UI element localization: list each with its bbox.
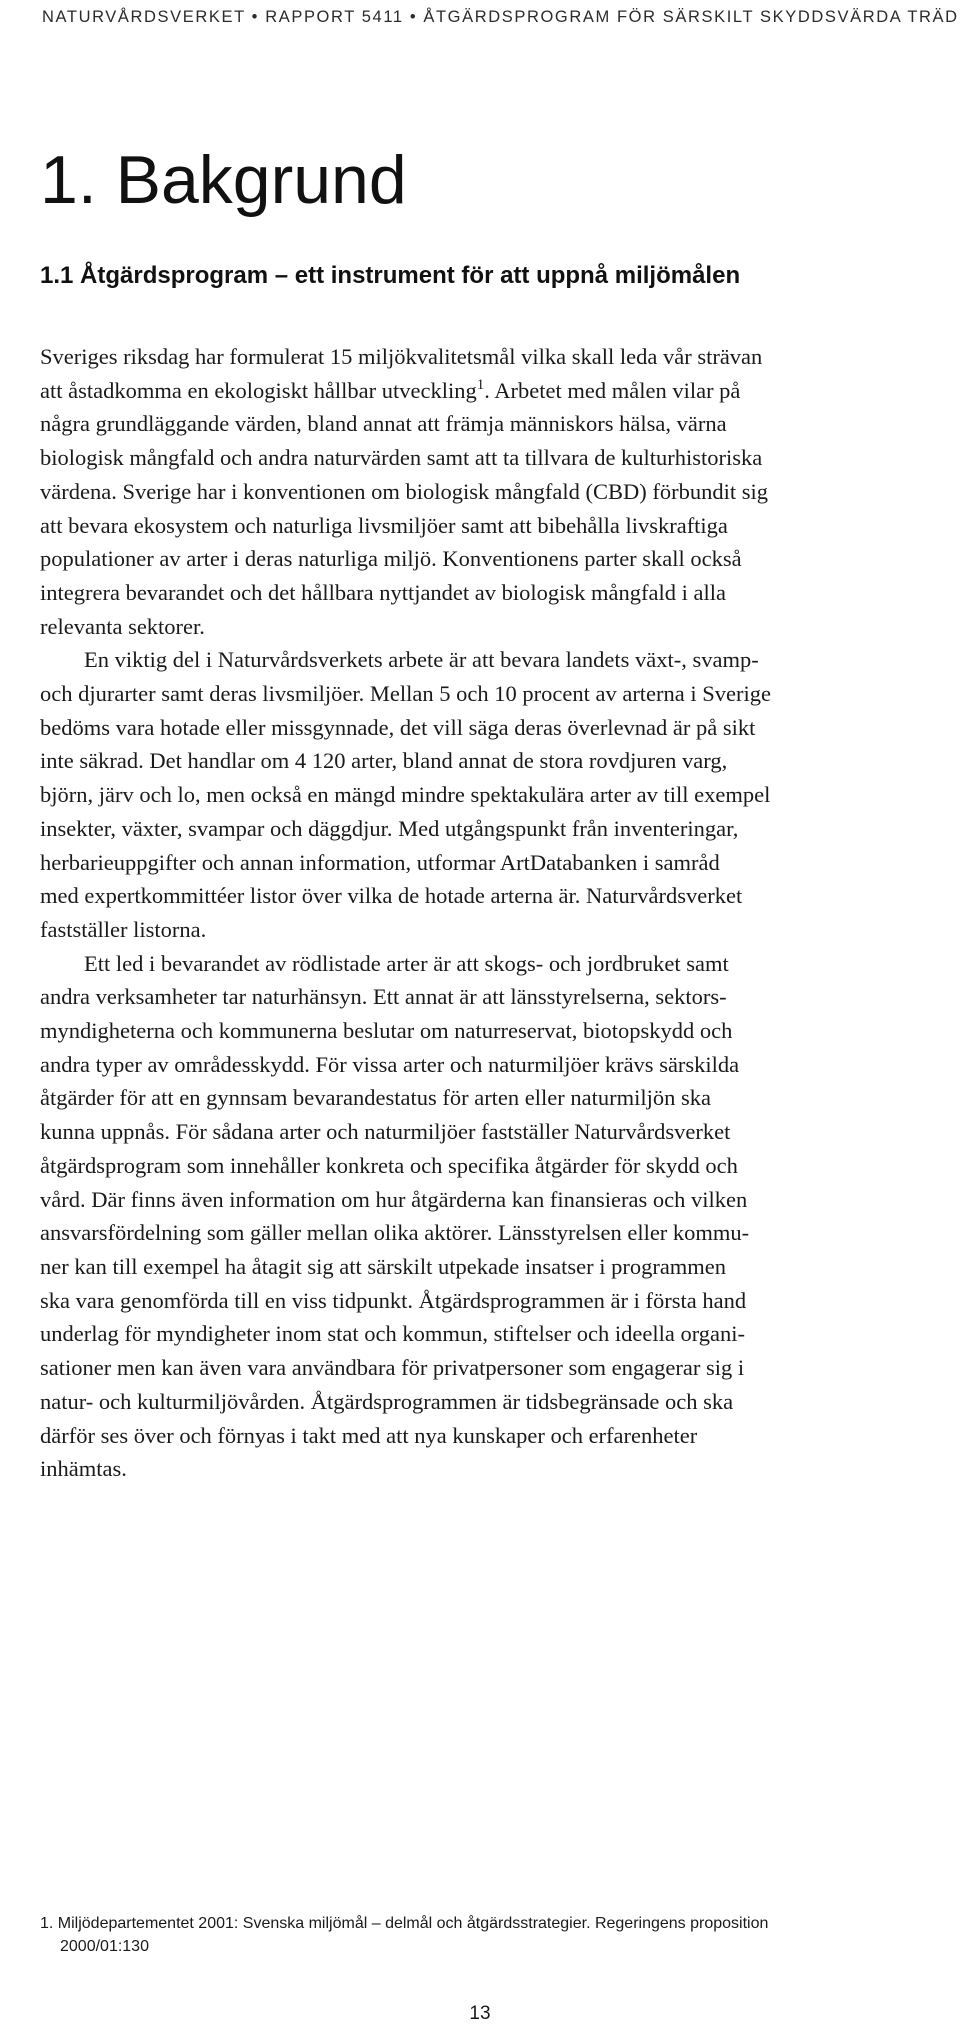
text-line-part: Ett led i bevarandet av rödlistade arter är att skogs- och jordbruket samt	[84, 950, 729, 976]
text-line: underlag för myndigheter inom stat och kommun, stiftelser och ideella organi-	[40, 1321, 746, 1347]
text-line: herbarieuppgifter och annan information, utformar ArtDatabanken i samråd	[40, 849, 720, 875]
text-line: andra verksamheter tar naturhänsyn. Ett annat är att länsstyrelserna, sektors-	[40, 984, 727, 1010]
text-line: fastställer listorna.	[40, 916, 207, 942]
text-line: att bevara ekosystem och naturliga livsmiljöer samt att bibehålla livskraftiga	[40, 512, 728, 538]
page-number: 13	[469, 2003, 491, 2024]
text-line: natur- och kulturmiljövården. Åtgärdsprogrammen är tidsbegränsade och ska	[40, 1388, 734, 1414]
paragraph-1	[40, 340, 920, 643]
text-line: bedöms vara hotade eller missgynnade, det vill säga deras överlevnad är på sikt	[40, 714, 756, 740]
text-line-part: . Arbetet med målen vilar på	[484, 377, 741, 403]
text-line: åtgärdsprogram som innehåller konkreta och specifika åtgärder för skydd och	[40, 1152, 738, 1178]
text-line: och djurarter samt deras livsmiljöer. Mellan 5 och 10 procent av arterna i Sverige	[40, 681, 772, 707]
text-line: vård. Där finns även information om hur åtgärderna kan finansieras och vilken	[40, 1186, 748, 1212]
text-line: sationer men kan även vara användbara för privatpersoner som engagerar sig i	[40, 1355, 745, 1381]
text-line: biologisk mångfald och andra naturvärden samt att ta tillvara de kulturhistoriska	[40, 445, 763, 471]
text-line: därför ses över och förnyas i takt med att nya kunskaper och erfarenheter	[40, 1422, 698, 1448]
body-text	[40, 340, 920, 1486]
text-line: åtgärder för att en gynnsam bevarandestatus för arten eller naturmiljön ska	[40, 1085, 711, 1111]
text-line: några grundläggande värden, bland annat att främja människors hälsa, värna	[40, 411, 727, 437]
running-header: NATURVÅRDSVERKET • RAPPORT 5411 • ÅTGÄRDSPROGRAM FÖR SÄRSKILT SKYDDSVÄRDA TRÄD	[42, 8, 959, 26]
text-line: värdena. Sverige har i konventionen om biologisk mångfald (CBD) förbundit sig	[40, 478, 768, 504]
text-line: ska vara genomförda till en viss tidpunkt. Åtgärdsprogrammen är i första hand	[40, 1287, 747, 1313]
text-line: med expertkommittéer listor över vilka de hotade arterna är. Naturvårdsverket	[40, 883, 743, 909]
text-line	[40, 374, 920, 408]
text-line: myndigheterna och kommunerna beslutar om naturreservat, biotopskydd och	[40, 1018, 733, 1044]
text-line: integrera bevarandet och det hållbara nyttjandet av biologisk mångfald i alla	[40, 579, 726, 605]
text-line: populationer av arter i deras naturliga miljö. Konventionens parter skall också	[40, 546, 742, 572]
text-line	[40, 947, 920, 981]
footnote-text: 1. Miljödepartementet 2001: Svenska miljömål – delmål och åtgärdsstrategier. Regeringens proposition	[40, 1915, 769, 1932]
footnote	[40, 1912, 920, 1958]
text-line	[40, 643, 920, 677]
paragraph-2	[40, 643, 920, 946]
text-line: insekter, växter, svampar och däggdjur. Med utgångspunkt från inventeringar,	[40, 815, 739, 841]
text-line: kunna uppnås. För sådana arter och naturmiljöer fastställer Naturvårdsverket	[40, 1119, 731, 1145]
text-line: andra typer av områdesskydd. För vissa arter och naturmiljöer krävs särskilda	[40, 1051, 740, 1077]
text-line-part: att åstadkomma en ekologiskt hållbar utveckling	[40, 377, 477, 403]
text-line: inhämtas.	[40, 1456, 127, 1482]
text-line-part: En viktig del i Naturvårdsverkets arbete är att bevara landets växt-, svamp-	[84, 647, 759, 673]
text-line: inte säkrad. Det handlar om 4 120 arter, bland annat de stora rovdjuren varg,	[40, 748, 728, 774]
footnote-text-continued: 2000/01:130	[60, 1938, 149, 1955]
text-line: björn, järv och lo, men också en mängd mindre spektakulära arter av till exempel	[40, 782, 771, 808]
paragraph-3	[40, 947, 920, 1486]
text-line: relevanta sektorer.	[40, 613, 205, 639]
text-line: Sveriges riksdag har formulerat 15 miljökvalitetsmål vilka skall leda vår strävan	[40, 344, 763, 369]
text-line: ner kan till exempel ha åtagit sig att särskilt utpekade insatser i programmen	[40, 1253, 727, 1279]
chapter-title: 1. Bakgrund	[40, 142, 407, 218]
section-title: 1.1 Åtgärdsprogram – ett instrument för att uppnå miljömålen	[40, 262, 741, 289]
text-line: ansvarsfördelning som gäller mellan olika aktörer. Länsstyrelsen eller kommu-	[40, 1220, 750, 1246]
footnote-reference[interactable]: 1	[476, 376, 485, 393]
